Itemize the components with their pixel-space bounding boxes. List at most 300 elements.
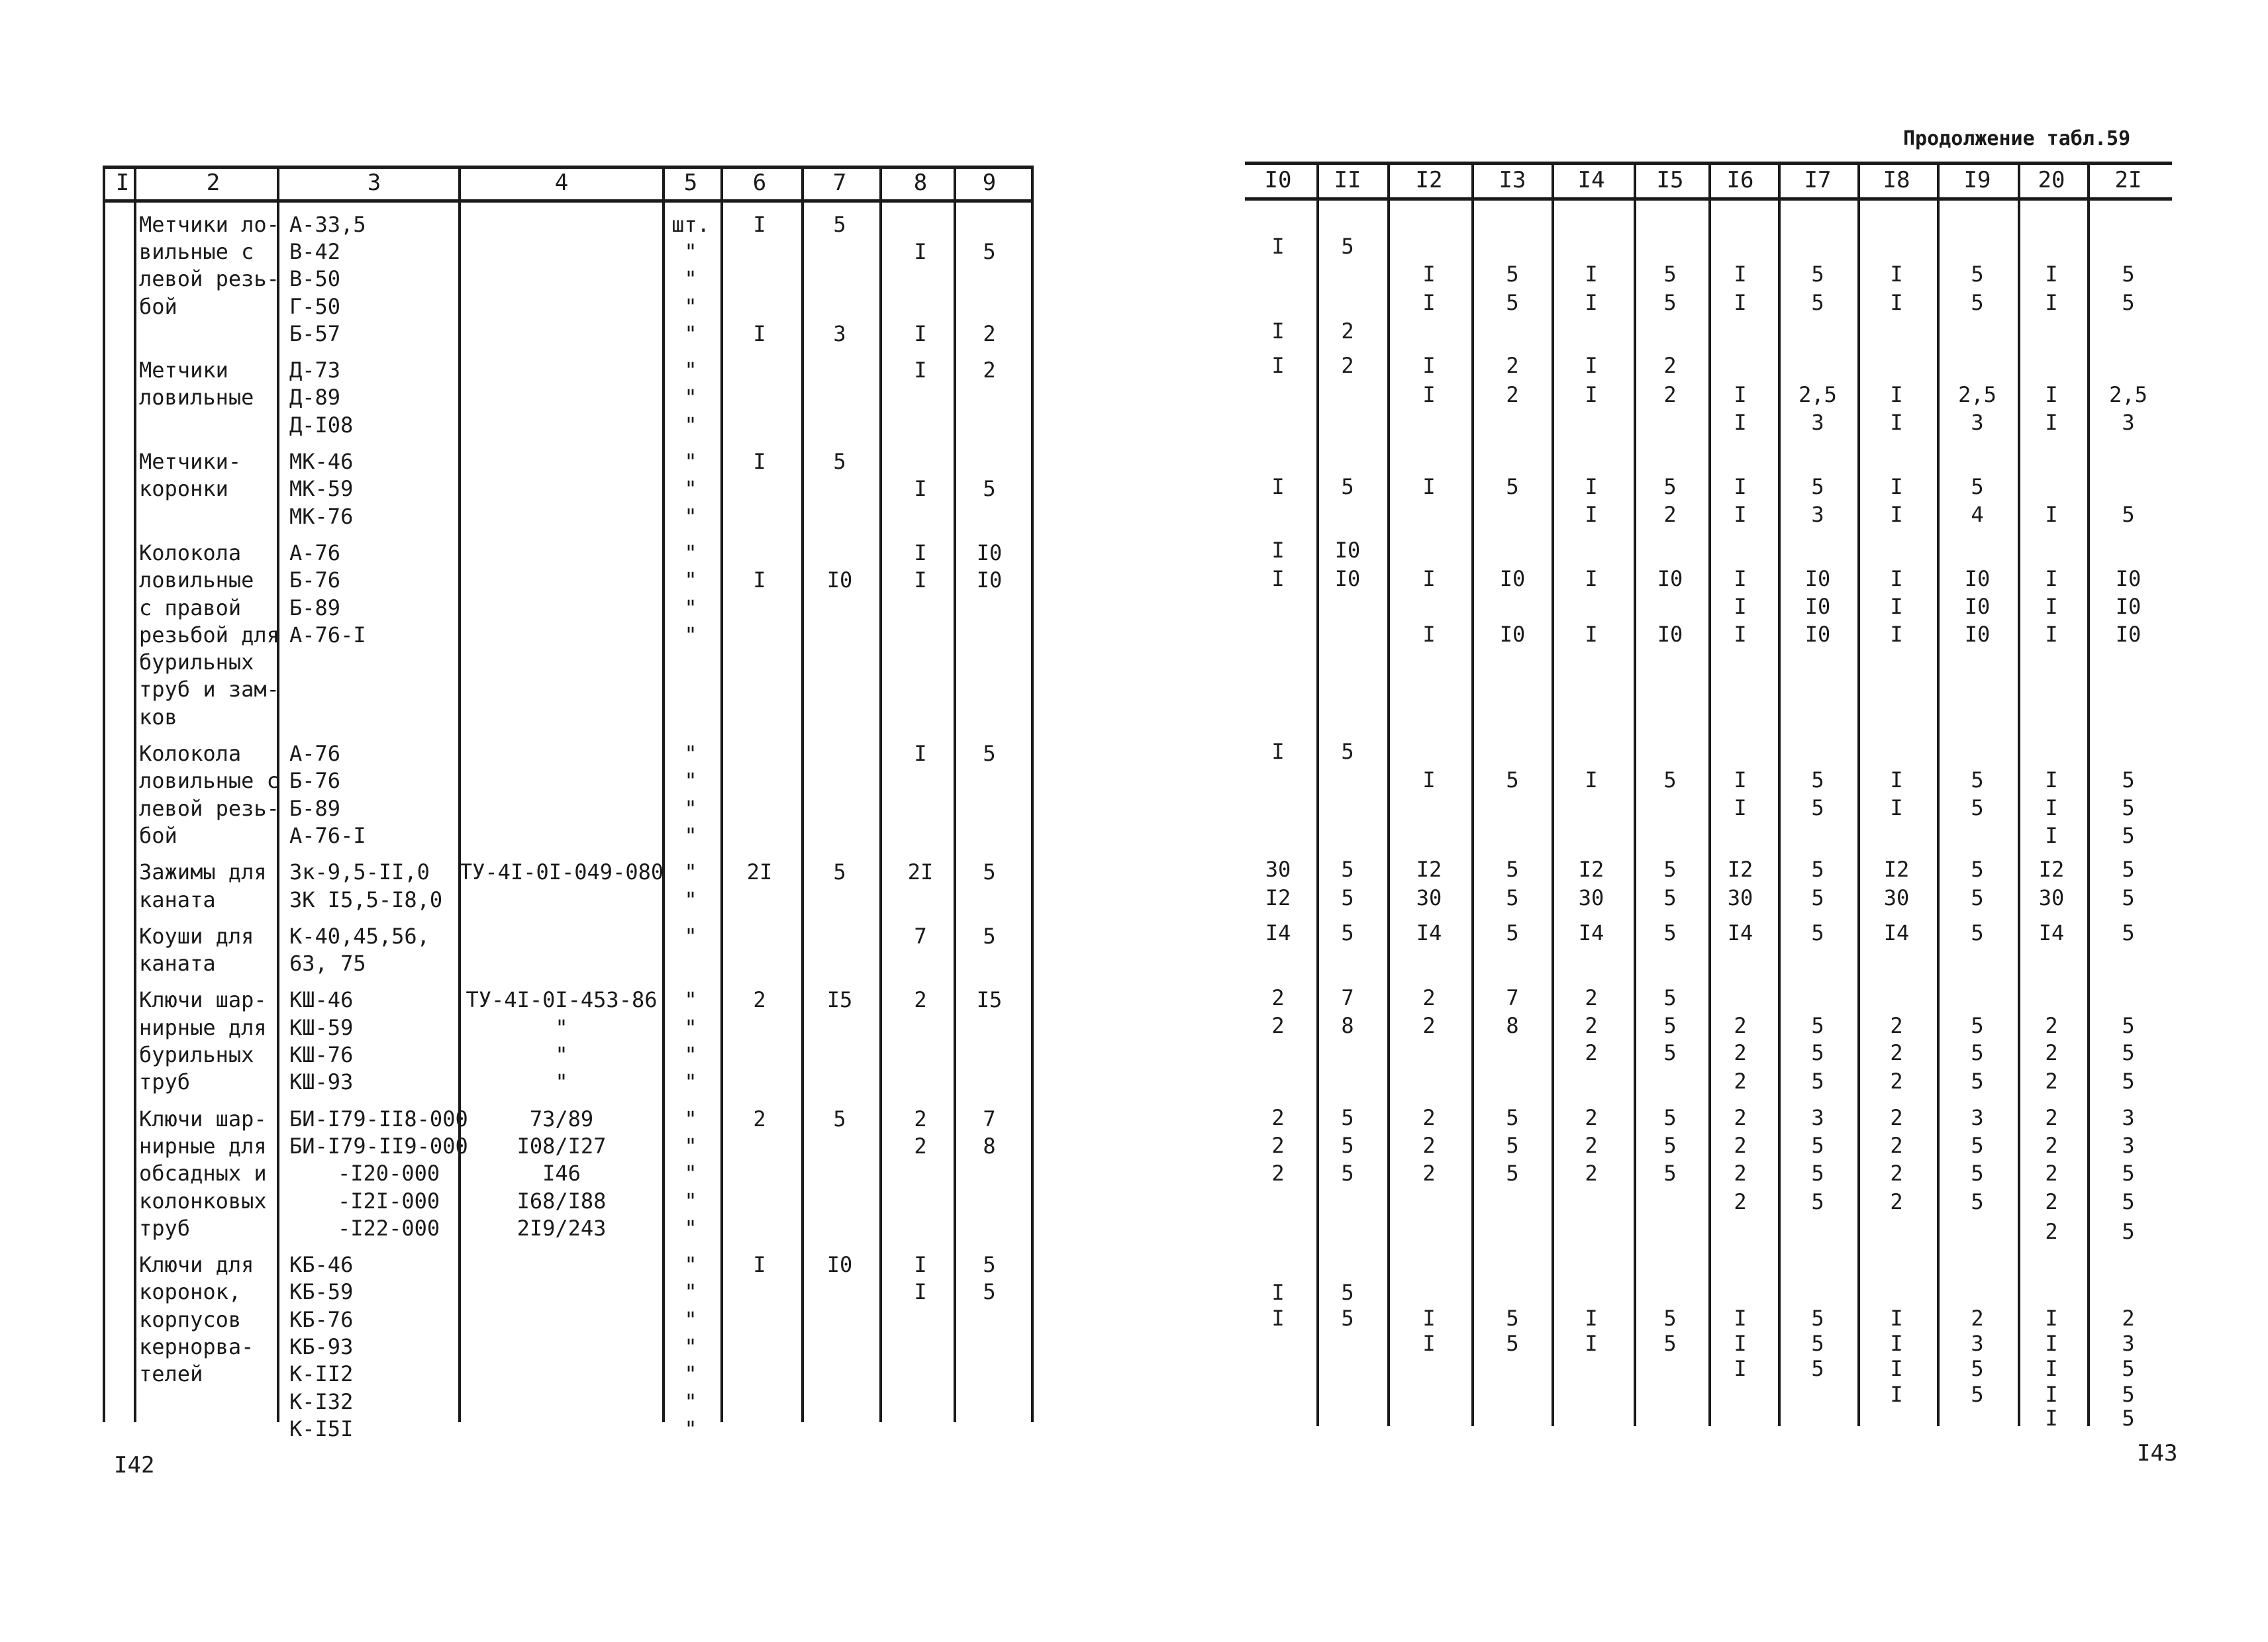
value-cell: 30 (1265, 857, 1291, 882)
value-cell: 5 (1811, 1331, 1824, 1356)
column-rule (134, 166, 136, 1422)
item-name-line: Ключи шар- (139, 987, 267, 1013)
model-code: Б-89 (289, 595, 341, 620)
value-cell: 5 (1506, 1161, 1519, 1186)
value-cell: 2 (1890, 1040, 1903, 1065)
value-cell: 2 (1734, 1189, 1747, 1214)
column-header: I6 (1726, 167, 1754, 193)
value-cell: I (2045, 1406, 2058, 1431)
value-cell: 3 (1971, 410, 1984, 435)
value-cell: 7 (914, 923, 927, 949)
unit-cell: " (684, 622, 697, 648)
value-cell: 5 (1663, 474, 1677, 499)
value-cell: I0 (1964, 566, 1991, 591)
value-cell: 2 (1585, 1133, 1598, 1158)
value-cell: 5 (1971, 474, 1984, 499)
column-rule (1708, 162, 1711, 1426)
value-cell: 2,5 (1958, 382, 1997, 407)
unit-cell: " (684, 266, 697, 292)
value-cell: 2 (1271, 985, 1285, 1010)
value-cell: 5 (1506, 262, 1519, 287)
value-cell: 5 (2122, 1406, 2135, 1431)
item-name-line: каната (139, 887, 216, 912)
value-cell: 5 (2122, 795, 2135, 820)
item-name-line: Колокола (139, 741, 242, 767)
column-rule (1552, 162, 1554, 1426)
column-header: 4 (554, 169, 569, 196)
unit-cell: " (684, 358, 697, 383)
model-code: КШ-93 (289, 1069, 354, 1095)
value-cell: 2 (1585, 1105, 1598, 1130)
value-cell: I (1422, 566, 1436, 591)
column-header: I7 (1804, 167, 1832, 193)
value-cell: 5 (1341, 1161, 1354, 1186)
value-cell: 5 (1341, 885, 1354, 910)
unit-cell: " (684, 567, 697, 593)
model-code: БИ-I79-II8-000 (289, 1106, 468, 1132)
item-name-line: нирные для (139, 1133, 267, 1159)
column-rule (1634, 162, 1636, 1426)
value-cell: I (1271, 474, 1285, 499)
value-cell: 8 (983, 1133, 996, 1159)
value-cell: I0 (826, 567, 853, 593)
value-cell: 2 (1271, 1161, 1285, 1186)
value-cell: 2 (1422, 1105, 1436, 1130)
value-cell: 2 (1271, 1105, 1285, 1130)
value-cell: I (1271, 234, 1285, 259)
value-cell: 5 (1341, 1133, 1354, 1158)
unit-cell: " (684, 238, 697, 264)
model-code: КБ-46 (289, 1252, 354, 1278)
column-rule (458, 166, 461, 1422)
column-rule (1857, 162, 1860, 1426)
model-code: А-33,5 (289, 211, 366, 237)
value-cell: I (914, 540, 927, 565)
value-cell: 2 (1422, 985, 1436, 1010)
value-cell: 5 (1971, 1161, 1984, 1186)
value-cell: 2 (1663, 353, 1677, 378)
value-cell: 5 (2122, 857, 2135, 882)
value-cell: 2 (1890, 1105, 1903, 1130)
model-code: -I2I-000 (338, 1188, 440, 1214)
value-cell: 5 (2122, 1382, 2135, 1407)
item-name-line: труб и зам- (139, 677, 279, 702)
value-cell: I (1422, 474, 1436, 499)
value-cell: I (914, 358, 927, 383)
unit-cell: " (684, 1334, 697, 1360)
value-cell: I (1585, 474, 1598, 499)
model-code: Г-50 (289, 293, 341, 319)
value-cell: 2 (753, 987, 766, 1013)
value-cell: 3 (2122, 1331, 2135, 1356)
value-cell: 5 (1663, 1161, 1677, 1186)
value-cell: 3 (2122, 1133, 2135, 1158)
value-cell: I4 (1727, 920, 1753, 945)
model-code: БИ-I79-II9-000 (289, 1133, 468, 1159)
value-cell: 5 (2122, 920, 2135, 945)
column-header: I8 (1883, 167, 1910, 193)
value-cell: I (2045, 594, 2058, 619)
value-cell: 5 (2122, 1161, 2135, 1186)
item-name-line: ков (139, 704, 177, 730)
value-cell: I (1271, 318, 1285, 344)
value-cell: I (1890, 594, 1903, 619)
value-cell: 5 (2122, 885, 2135, 910)
model-code: КБ-93 (289, 1334, 354, 1360)
model-code: -I20-000 (338, 1161, 440, 1186)
value-cell: 5 (1341, 1105, 1354, 1130)
value-cell: 3 (833, 320, 846, 346)
column-header: I5 (1656, 167, 1684, 193)
value-cell: 5 (1811, 1040, 1824, 1065)
value-cell: 5 (1506, 1133, 1519, 1158)
column-rule (2087, 162, 2090, 1426)
value-cell: 2 (1734, 1069, 1747, 1094)
value-cell: I4 (1265, 920, 1291, 945)
value-cell: I (1585, 290, 1598, 315)
value-cell: I2 (1265, 885, 1291, 910)
value-cell: I (1585, 566, 1598, 591)
value-cell: I (1734, 795, 1747, 820)
item-name-line: обсадных и (139, 1161, 267, 1186)
value-cell: 5 (1663, 1331, 1677, 1356)
model-code: А-76 (289, 741, 341, 767)
value-cell: I (914, 476, 927, 502)
value-cell: I (1890, 622, 1903, 647)
spec-reference: ТУ-4I-0I-453-86 (466, 987, 658, 1013)
value-cell: I (1734, 290, 1747, 315)
value-cell: 5 (2122, 1013, 2135, 1038)
model-code: В-50 (289, 266, 341, 292)
value-cell: I0 (1499, 566, 1526, 591)
value-cell: 2 (1734, 1013, 1747, 1038)
column-rule (1316, 162, 1319, 1426)
value-cell: I (1890, 1331, 1903, 1356)
value-cell: 2 (1734, 1040, 1747, 1065)
column-rule (103, 166, 105, 1422)
value-cell: I (1422, 767, 1436, 793)
value-cell: I (1890, 1306, 1903, 1331)
value-cell: I (1585, 262, 1598, 287)
value-cell: 5 (1663, 985, 1677, 1010)
column-header: I9 (1963, 167, 1991, 193)
value-cell: 2 (1422, 1161, 1436, 1186)
column-header: 5 (683, 169, 698, 196)
column-rule (879, 166, 882, 1422)
column-header: 7 (832, 169, 847, 196)
item-name-line: корпусов (139, 1306, 242, 1332)
unit-cell: " (684, 1014, 697, 1040)
item-name-line: телей (139, 1361, 203, 1387)
value-cell: 5 (1811, 885, 1824, 910)
item-name-line: Ключи шар- (139, 1106, 267, 1132)
model-code: -I22-000 (338, 1215, 440, 1241)
value-cell: I (1890, 1382, 1903, 1407)
value-cell: I (2045, 1382, 2058, 1407)
unit-cell: " (684, 741, 697, 767)
value-cell: 5 (2122, 1069, 2135, 1094)
value-cell: I (1271, 566, 1285, 591)
value-cell: 5 (1811, 767, 1824, 793)
value-cell: 5 (1506, 1331, 1519, 1356)
value-cell: 2 (2045, 1161, 2058, 1186)
column-rule (1778, 162, 1781, 1426)
value-cell: 2 (1890, 1133, 1903, 1158)
value-cell: 7 (983, 1106, 996, 1132)
item-name-line: Ключи для (139, 1252, 254, 1278)
column-header: 3 (367, 169, 381, 196)
item-name-line: Зажимы для (139, 859, 267, 885)
value-cell: 2 (914, 1106, 927, 1132)
value-cell: I (1890, 502, 1903, 527)
value-cell: 2 (2045, 1189, 2058, 1214)
value-cell: 7 (1506, 985, 1519, 1010)
value-cell: I4 (2038, 920, 2065, 945)
value-cell: I (1585, 767, 1598, 793)
value-cell: I (753, 211, 766, 237)
value-cell: I (753, 449, 766, 475)
value-cell: 7 (1341, 985, 1354, 1010)
unit-cell: " (684, 503, 697, 529)
value-cell: 5 (1811, 920, 1824, 945)
model-code: КШ-76 (289, 1042, 354, 1068)
value-cell: 5 (1506, 1306, 1519, 1331)
value-cell: 3 (2122, 1105, 2135, 1130)
value-cell: I (2045, 382, 2058, 407)
value-cell: 5 (833, 859, 846, 885)
model-code: МК-76 (289, 503, 354, 529)
model-code: А-76-I (289, 822, 366, 848)
item-name-line: коронок, (139, 1279, 242, 1305)
value-cell: I0 (976, 540, 1003, 565)
model-code: КШ-59 (289, 1014, 354, 1040)
spec-reference: " (555, 1014, 568, 1040)
unit-cell: " (684, 1161, 697, 1186)
value-cell: I (1890, 290, 1903, 315)
unit-cell: " (684, 822, 697, 848)
value-cell: 2 (1734, 1133, 1747, 1158)
value-cell: I (1734, 594, 1747, 619)
value-cell: I (1890, 410, 1903, 435)
value-cell: 2 (1734, 1161, 1747, 1186)
item-name-line: ловильные с (139, 768, 279, 794)
value-cell: I (1585, 353, 1598, 378)
unit-cell: " (684, 320, 697, 346)
value-cell: 5 (1811, 795, 1824, 820)
value-cell: I (1734, 410, 1747, 435)
value-cell: 2 (1341, 318, 1354, 344)
value-cell: 3 (1971, 1331, 1984, 1356)
value-cell: I (753, 1252, 766, 1278)
value-cell: I (1422, 622, 1436, 647)
model-code: Б-76 (289, 567, 341, 593)
column-rule (1031, 166, 1034, 1422)
value-cell: I (2045, 795, 2058, 820)
value-cell: 5 (1506, 885, 1519, 910)
spec-reference: I68/I88 (517, 1188, 607, 1214)
value-cell: I (1422, 262, 1436, 287)
value-cell: 5 (1811, 290, 1824, 315)
value-cell: 2 (1506, 382, 1519, 407)
value-cell: 30 (1416, 885, 1442, 910)
value-cell: 5 (833, 1106, 846, 1132)
value-cell: I0 (826, 1252, 853, 1278)
value-cell: 5 (1971, 1013, 1984, 1038)
model-code: К-II2 (289, 1361, 354, 1387)
item-name-line: кернорва- (139, 1334, 254, 1360)
value-cell: 5 (1506, 1105, 1519, 1130)
right-page-number: I43 (2137, 1440, 2178, 1467)
value-cell: I5 (976, 987, 1003, 1013)
value-cell: I (1585, 1306, 1598, 1331)
value-cell: 2 (1341, 353, 1354, 378)
value-cell: I (1734, 767, 1747, 793)
value-cell: I4 (1883, 920, 1910, 945)
value-cell: 5 (1971, 767, 1984, 793)
value-cell: 2 (2045, 1105, 2058, 1130)
item-name-line: бой (139, 822, 177, 848)
value-cell: 5 (1811, 1189, 1824, 1214)
value-cell: I (1734, 622, 1747, 647)
unit-cell: " (684, 768, 697, 794)
value-cell: I0 (1334, 566, 1361, 591)
value-cell: I2 (1883, 857, 1910, 882)
value-cell: I (914, 1252, 927, 1278)
column-rule (1471, 162, 1474, 1426)
item-name-line: труб (139, 1069, 191, 1095)
model-code: Д-73 (289, 358, 341, 383)
value-cell: I (1890, 767, 1903, 793)
value-cell: 3 (1811, 1105, 1824, 1130)
column-rule (2018, 162, 2020, 1426)
item-name-line: Коуши для (139, 923, 254, 949)
value-cell: 2I (746, 859, 773, 885)
value-cell: 5 (1663, 290, 1677, 315)
value-cell: 5 (2122, 1189, 2135, 1214)
value-cell: 5 (1663, 920, 1677, 945)
value-cell: I (2045, 410, 2058, 435)
column-rule (720, 166, 723, 1422)
value-cell: I (1585, 382, 1598, 407)
unit-cell: " (684, 1416, 697, 1441)
value-cell: I (1585, 622, 1598, 647)
unit-cell: " (684, 795, 697, 821)
unit-cell: " (684, 293, 697, 319)
value-cell: 5 (2122, 767, 2135, 793)
value-cell: I0 (1804, 622, 1831, 647)
value-cell: 5 (983, 1252, 996, 1278)
unit-cell: " (684, 449, 697, 475)
value-cell: I (2045, 566, 2058, 591)
value-cell: I (1734, 262, 1747, 287)
model-code: Б-76 (289, 768, 341, 794)
value-cell: 2,5 (1799, 382, 1837, 407)
value-cell: 5 (983, 238, 996, 264)
value-cell: 5 (1811, 1161, 1824, 1186)
value-cell: 5 (1663, 885, 1677, 910)
value-cell: I (914, 1279, 927, 1305)
value-cell: I (1734, 1331, 1747, 1356)
value-cell: I0 (1804, 566, 1831, 591)
value-cell: I (914, 238, 927, 264)
value-cell: I0 (2115, 622, 2142, 647)
item-name-line: Метчики- (139, 449, 242, 475)
value-cell: I2 (2038, 857, 2065, 882)
unit-cell: " (684, 1042, 697, 1068)
right-page (1134, 0, 2268, 1642)
item-name-line: ловильные (139, 567, 254, 593)
value-cell: 5 (2122, 1219, 2135, 1244)
value-cell: I (1890, 1356, 1903, 1381)
value-cell: 30 (1727, 885, 1753, 910)
value-cell: 2 (2045, 1133, 2058, 1158)
value-cell: I (1890, 474, 1903, 499)
value-cell: 5 (1341, 739, 1354, 764)
value-cell: I (1422, 290, 1436, 315)
value-cell: 5 (1341, 857, 1354, 882)
continuation-label: Продолжение табл.59 (1903, 127, 2131, 150)
value-cell: 2 (983, 320, 996, 346)
value-cell: I4 (1416, 920, 1442, 945)
value-cell: 5 (1971, 290, 1984, 315)
table-top-rule (103, 166, 1031, 169)
value-cell: 5 (1971, 920, 1984, 945)
column-header: 2 (206, 169, 221, 196)
value-cell: 5 (2122, 1040, 2135, 1065)
value-cell: 2 (1585, 985, 1598, 1010)
column-header: I0 (1264, 167, 1292, 193)
unit-cell: " (684, 385, 697, 410)
value-cell: 2 (1422, 1133, 1436, 1158)
spec-reference: 2I9/243 (517, 1215, 607, 1241)
value-cell: 2 (1271, 1013, 1285, 1038)
value-cell: 5 (1811, 262, 1824, 287)
unit-cell: " (684, 1279, 697, 1305)
item-name-line: левой резь- (139, 795, 279, 821)
value-cell: 5 (1971, 1133, 1984, 1158)
value-cell: 5 (1971, 1356, 1984, 1381)
value-cell: 2 (1890, 1069, 1903, 1094)
value-cell: 2 (1890, 1161, 1903, 1186)
model-code: КШ-46 (289, 987, 354, 1013)
value-cell: 5 (2122, 502, 2135, 527)
item-name-line: бой (139, 293, 177, 319)
value-cell: I (753, 320, 766, 346)
value-cell: 2 (914, 987, 927, 1013)
value-cell: I (914, 741, 927, 767)
model-code: ЗК I5,5-I8,0 (289, 887, 443, 912)
value-cell: 2 (2045, 1013, 2058, 1038)
unit-cell: " (684, 1133, 697, 1159)
value-cell: 2 (1506, 353, 1519, 378)
value-cell: 5 (1663, 1133, 1677, 1158)
item-name-line: бурильных (139, 1042, 254, 1068)
value-cell: I (1271, 353, 1285, 378)
column-rule (1387, 162, 1390, 1426)
value-cell: I (1734, 1356, 1747, 1381)
value-cell: I (2045, 1306, 2058, 1331)
value-cell: I (1734, 382, 1747, 407)
value-cell: 5 (1971, 857, 1984, 882)
item-name-line: каната (139, 951, 216, 977)
value-cell: I (2045, 1331, 2058, 1356)
value-cell: 2 (2045, 1069, 2058, 1094)
value-cell: 5 (1811, 1013, 1824, 1038)
value-cell: I0 (2115, 566, 2142, 591)
spec-reference: ТУ-4I-0I-049-080 (459, 859, 664, 885)
value-cell: I2 (1578, 857, 1604, 882)
value-cell: 5 (1971, 795, 1984, 820)
